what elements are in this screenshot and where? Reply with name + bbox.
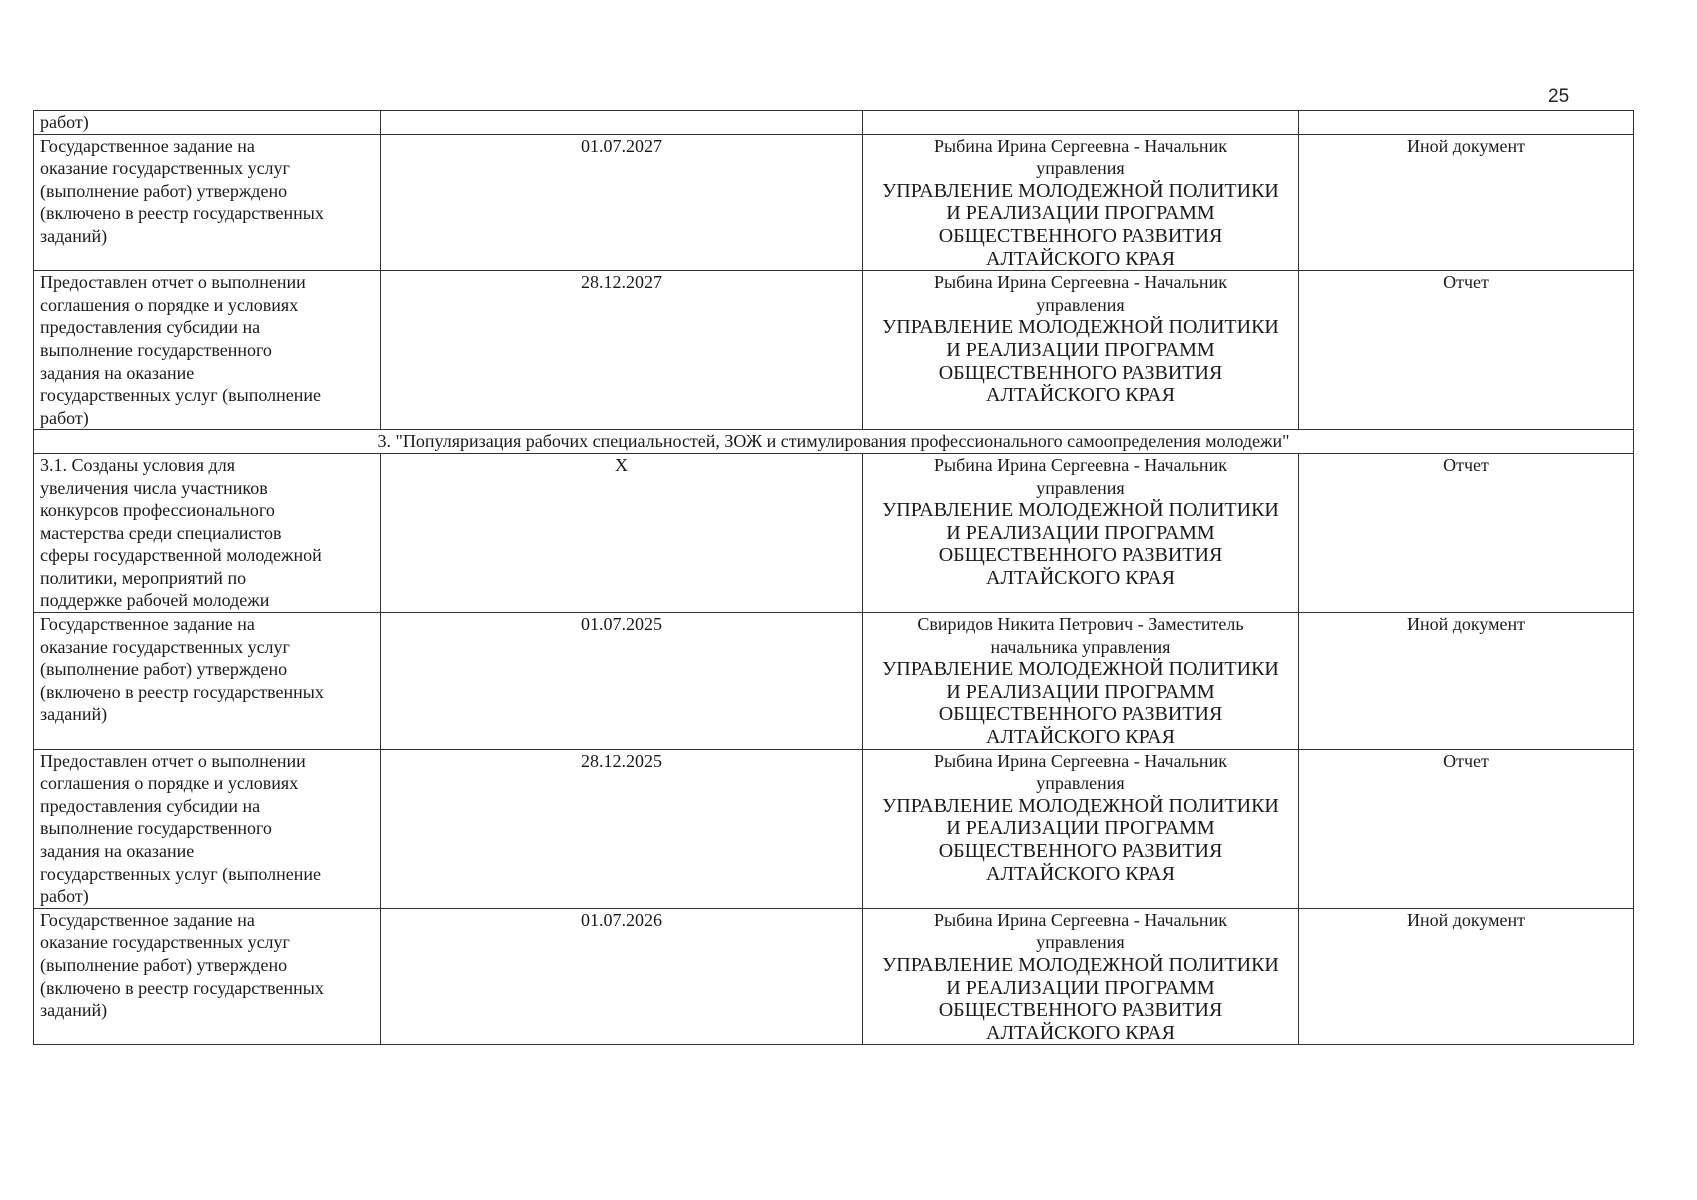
section-header-row — [34, 430, 1634, 454]
deadline-date: 01.07.2027 — [381, 134, 863, 271]
deadline-date — [381, 111, 863, 135]
responsible-organization: УПРАВЛЕНИЕ МОЛОДЕЖНОЙ ПОЛИТИКИ И РЕАЛИЗАЦИИ ПРОГРАММ ОБЩЕСТВЕННОГО РАЗВИТИЯ АЛТАЙСКОГО КРАЯ — [882, 794, 1279, 885]
result-description: 3.1. Созданы условия для увеличения числа участников конкурсов профессионального мастерства среди специалистов сферы государственной молодежной политики, мероприятий по поддержке рабочей молодежи — [34, 453, 381, 612]
document-type: Отчет — [1299, 453, 1634, 612]
responsible-cell — [863, 908, 1299, 1045]
page-number: 25 — [1548, 86, 1570, 107]
document-type: Иной документ — [1299, 613, 1634, 750]
table-row — [34, 908, 1634, 1045]
document-type: Отчет — [1299, 271, 1634, 430]
responsible-cell — [863, 613, 1299, 750]
deadline-date: 28.12.2027 — [381, 271, 863, 430]
table-row — [34, 134, 1634, 271]
deadline-date: 01.07.2026 — [381, 908, 863, 1045]
responsible-person: Свиридов Никита Петрович - Заместитель начальника управления — [917, 614, 1244, 657]
responsible-cell — [863, 134, 1299, 271]
table-row — [34, 613, 1634, 750]
control-points-table — [33, 110, 1634, 1045]
result-description: работ) — [34, 111, 381, 135]
result-description: Государственное задание на оказание государственных услуг (выполнение работ) утверждено (включено в реестр государственных заданий) — [34, 613, 381, 750]
deadline-date: 28.12.2025 — [381, 749, 863, 908]
result-description: Государственное задание на оказание государственных услуг (выполнение работ) утверждено (включено в реестр государственных заданий) — [34, 908, 381, 1045]
responsible-organization: УПРАВЛЕНИЕ МОЛОДЕЖНОЙ ПОЛИТИКИ И РЕАЛИЗАЦИИ ПРОГРАММ ОБЩЕСТВЕННОГО РАЗВИТИЯ АЛТАЙСКОГО КРАЯ — [882, 316, 1279, 407]
deadline-date: 01.07.2025 — [381, 613, 863, 750]
responsible-person: Рыбина Ирина Сергеевна - Начальник управления — [934, 135, 1227, 179]
section-title: 3. "Популяризация рабочих специальностей, ЗОЖ и стимулирования профессионального самоопределения молодежи" — [34, 430, 1634, 454]
document-type — [1299, 111, 1634, 135]
table-row — [34, 271, 1634, 430]
responsible-cell — [863, 453, 1299, 612]
table-row — [34, 749, 1634, 908]
document-type: Иной документ — [1299, 908, 1634, 1045]
responsible-person: Рыбина Ирина Сергеевна - Начальник управления — [934, 750, 1227, 794]
table-row — [34, 111, 1634, 135]
responsible-person: Рыбина Ирина Сергеевна - Начальник управления — [934, 454, 1227, 498]
responsible-cell — [863, 111, 1299, 135]
result-description: Предоставлен отчет о выполнении соглашения о порядке и условиях предоставления субсидии на выполнение государственного задания на оказание государственных услуг (выполнение работ) — [34, 271, 381, 430]
responsible-cell — [863, 749, 1299, 908]
responsible-person: Рыбина Ирина Сергеевна - Начальник управления — [934, 909, 1227, 953]
result-description: Предоставлен отчет о выполнении соглашения о порядке и условиях предоставления субсидии на выполнение государственного задания на оказание государственных услуг (выполнение работ) — [34, 749, 381, 908]
responsible-person: Рыбина Ирина Сергеевна - Начальник управления — [934, 272, 1227, 315]
document-type: Иной документ — [1299, 134, 1634, 271]
table-row — [34, 453, 1634, 612]
responsible-organization: УПРАВЛЕНИЕ МОЛОДЕЖНОЙ ПОЛИТИКИ И РЕАЛИЗАЦИИ ПРОГРАММ ОБЩЕСТВЕННОГО РАЗВИТИЯ АЛТАЙСКОГО КРАЯ — [882, 658, 1279, 749]
responsible-organization: УПРАВЛЕНИЕ МОЛОДЕЖНОЙ ПОЛИТИКИ И РЕАЛИЗАЦИИ ПРОГРАММ ОБЩЕСТВЕННОГО РАЗВИТИЯ АЛТАЙСКОГО КРАЯ — [882, 953, 1279, 1044]
document-type: Отчет — [1299, 749, 1634, 908]
responsible-cell — [863, 271, 1299, 430]
table-body — [34, 111, 1634, 1045]
responsible-organization: УПРАВЛЕНИЕ МОЛОДЕЖНОЙ ПОЛИТИКИ И РЕАЛИЗАЦИИ ПРОГРАММ ОБЩЕСТВЕННОГО РАЗВИТИЯ АЛТАЙСКОГО КРАЯ — [882, 179, 1279, 270]
result-description: Государственное задание на оказание государственных услуг (выполнение работ) утверждено (включено в реестр государственных заданий) — [34, 134, 381, 271]
deadline-date: X — [381, 453, 863, 612]
responsible-organization: УПРАВЛЕНИЕ МОЛОДЕЖНОЙ ПОЛИТИКИ И РЕАЛИЗАЦИИ ПРОГРАММ ОБЩЕСТВЕННОГО РАЗВИТИЯ АЛТАЙСКОГО КРАЯ — [882, 499, 1279, 589]
